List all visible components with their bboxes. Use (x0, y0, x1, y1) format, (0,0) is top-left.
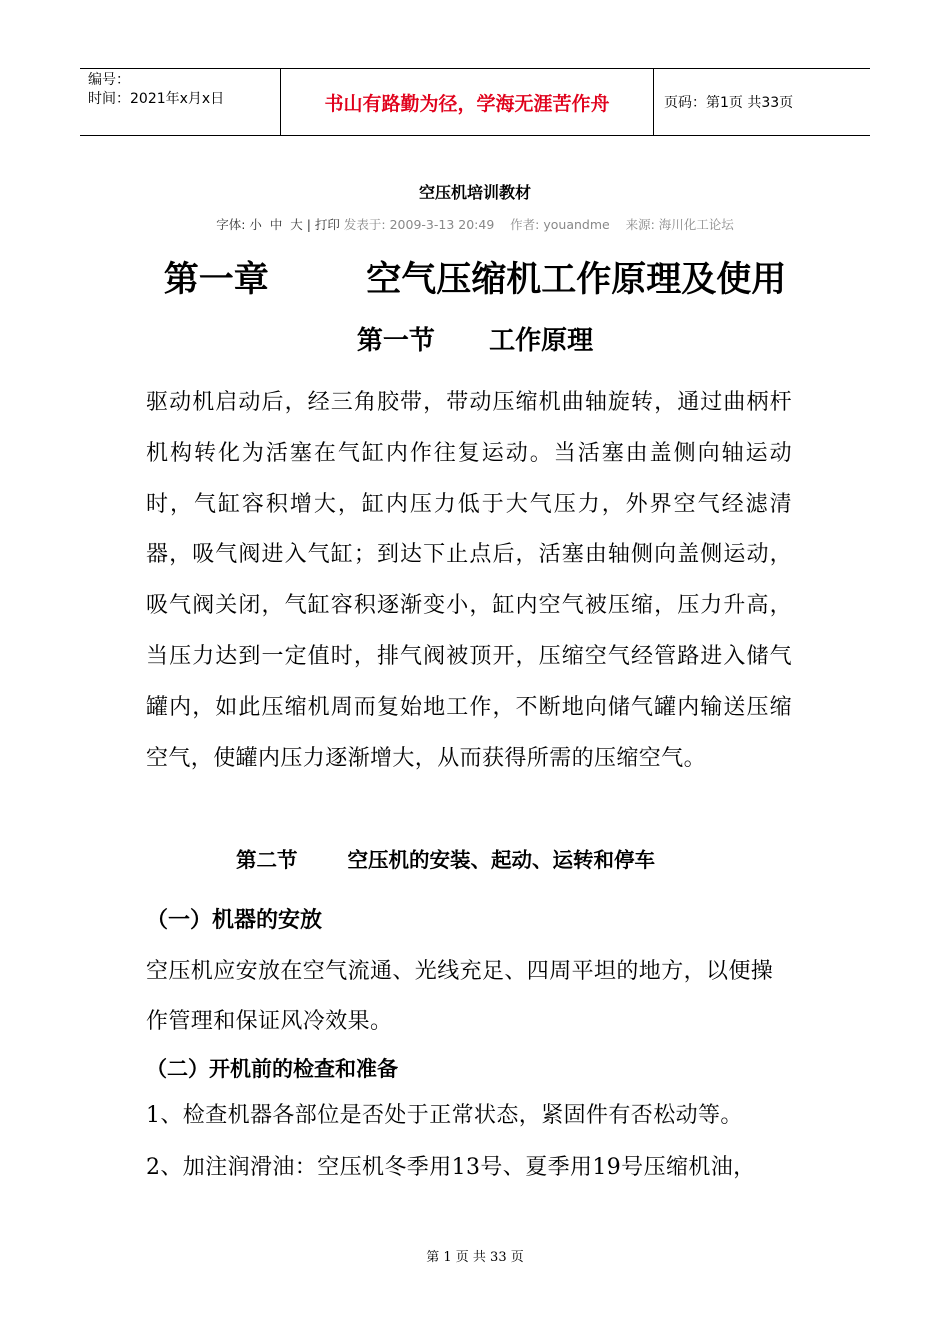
subsection2-title: （二）开机前的检查和准备 (146, 1057, 398, 1081)
document-header (80, 68, 870, 136)
document-title: 空压机培训教材 (418, 183, 531, 202)
chapter-title: 第一章 空气压缩机工作原理及使用 (163, 260, 787, 300)
header-left-cell (80, 69, 281, 135)
font-size-links[interactable]: 字体: 小 中 大 | 打印 (216, 217, 340, 232)
time-label: 时间：2021年x月x日 (88, 91, 225, 107)
list-item: 1、检查机器各部位是否处于正常状态，紧固件有否松动等。 (146, 1103, 743, 1128)
meta-line (0, 215, 950, 233)
motto: 书山有路勤为径，学海无涯苦作舟 (281, 69, 654, 135)
section1-body: 驱动机启动后，经三角胶带，带动压缩机曲轴旋转，通过曲柄杆机构转化为活塞在气缸内作往复运动。当活塞由盖侧向轴运动时，气缸容积增大，缸内压力低于大气压力，外界空气经滤清器，吸气阀进入气缸；到达下止点后，活塞由轴侧向盖侧运动，吸气阀关闭，气缸容积逐渐变小，缸内空气被压缩，压力升高，当压力达到一定值时，排气阀被顶开，压缩空气经管路进入储气罐内，如此压缩机周而复始地工作，不断地向储气罐内输送压缩空气，使罐内压力逐渐增大，从而获得所需的压缩空气。 (146, 390, 792, 771)
subsection1-title: （一）机器的安放 (146, 908, 323, 933)
publish-info: 发表于: 2009-3-13 20:49 作者: youandme 来源: 海川化工论坛 (339, 217, 734, 232)
section1-title: 第一节 工作原理 (356, 326, 594, 356)
page-info: 页码：第1页 共33页 (664, 95, 794, 111)
number-label: 编号： (88, 72, 130, 88)
subsection1-body: 空压机应安放在空气流通、光线充足、四周平坦的地方，以便操作管理和保证风冷效果。 (146, 959, 774, 1034)
list-item: 2、加注润滑油：空压机冬季用13号、夏季用19号压缩机油， (146, 1155, 756, 1180)
page-footer: 第 1 页 共 33 页 (426, 1250, 524, 1265)
section2-title: 第二节 空压机的安装、起动、运转和停车 (236, 848, 655, 872)
